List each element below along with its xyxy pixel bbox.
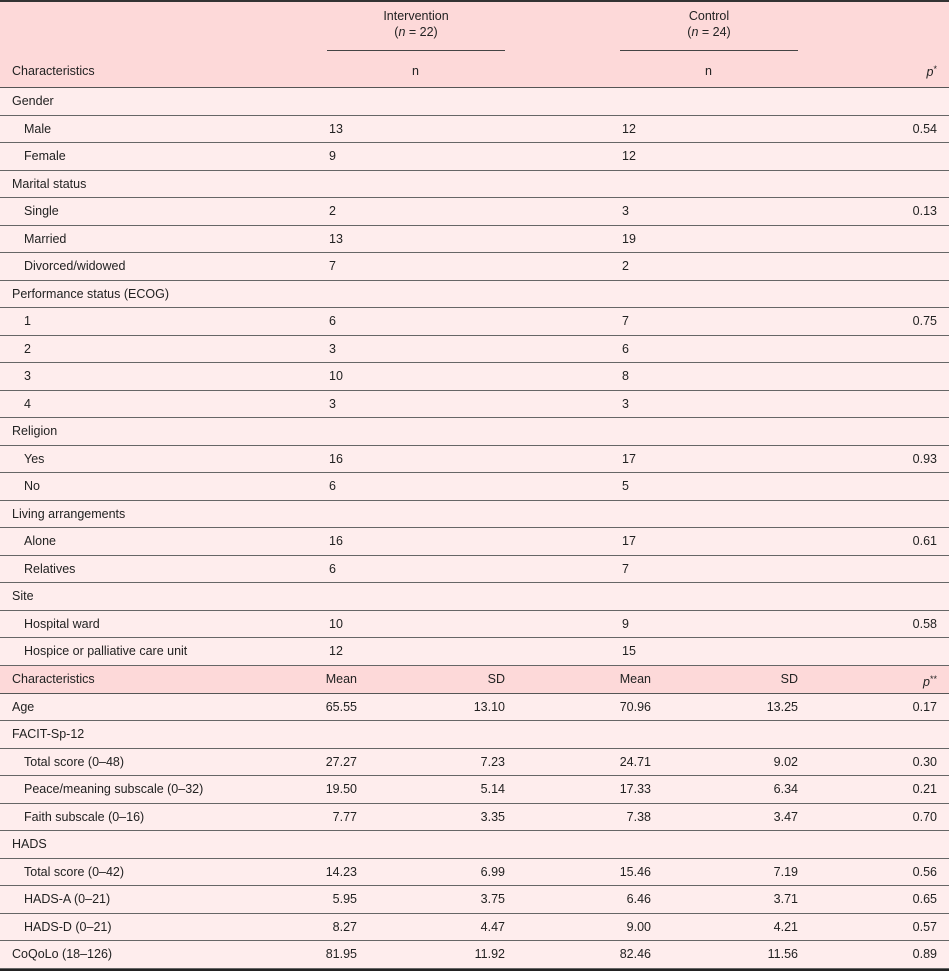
intervention-sd-header: SD bbox=[487, 671, 505, 686]
intervention-label: Intervention bbox=[383, 9, 449, 23]
intervention-sd-value: 6.99 bbox=[480, 864, 505, 879]
control-n-value: 9 bbox=[622, 616, 629, 631]
table-row bbox=[0, 143, 949, 171]
intervention-mean-value: 81.95 bbox=[325, 947, 357, 961]
row-label: Site bbox=[12, 589, 34, 603]
intervention-n-value: 16 bbox=[329, 451, 343, 466]
table-row bbox=[0, 198, 949, 226]
intervention-sd-value: 3.75 bbox=[480, 892, 505, 906]
p-value: 0.58 bbox=[912, 616, 937, 631]
intervention-mean-header: Mean bbox=[325, 671, 357, 686]
row-label: Religion bbox=[12, 424, 58, 438]
intervention-n-value: 3 bbox=[329, 396, 336, 411]
group-row bbox=[0, 171, 949, 199]
intervention-sd-value: 13.10 bbox=[473, 699, 505, 714]
row-label: HADS-A (0–21) bbox=[24, 892, 111, 906]
row-label: Living arrangements bbox=[12, 506, 126, 521]
intervention-mean-value: 27.27 bbox=[325, 754, 357, 769]
table-row bbox=[0, 116, 949, 144]
continuous-subheader bbox=[0, 666, 949, 694]
control-mean-value: 17.33 bbox=[619, 782, 651, 796]
control-sd-header: SD bbox=[780, 671, 798, 686]
intervention-mean-value: 14.23 bbox=[325, 864, 357, 879]
p-value: 0.89 bbox=[912, 947, 937, 961]
table-row bbox=[0, 556, 949, 584]
intervention-mean-value: 8.27 bbox=[332, 919, 357, 934]
row-label: Marital status bbox=[12, 176, 87, 191]
control-sd-value: 13.25 bbox=[766, 699, 798, 714]
p-value: 0.65 bbox=[912, 892, 937, 906]
row-label: Total score (0–42) bbox=[24, 864, 125, 879]
table-row bbox=[0, 914, 949, 942]
p-value: 0.21 bbox=[912, 782, 937, 796]
intervention-sd-value: 7.23 bbox=[480, 754, 505, 769]
control-sd-value: 9.02 bbox=[773, 754, 798, 769]
control-n-header: n bbox=[705, 64, 712, 78]
control-underline bbox=[620, 50, 798, 51]
control-mean-value: 9.00 bbox=[626, 919, 651, 934]
control-n: (n = 24) bbox=[687, 25, 731, 39]
control-n-value: 5 bbox=[622, 479, 629, 493]
continuous-section bbox=[0, 694, 949, 969]
row-label: CoQoLo (18–126) bbox=[12, 947, 113, 961]
row-label: Married bbox=[24, 231, 67, 246]
table-row bbox=[0, 804, 949, 832]
table-row bbox=[0, 446, 949, 474]
p-value: 0.75 bbox=[912, 314, 937, 328]
p-value-header: p* bbox=[926, 64, 937, 79]
row-label: 1 bbox=[24, 314, 31, 328]
control-sd-value: 11.56 bbox=[767, 947, 798, 961]
intervention-underline bbox=[327, 50, 505, 51]
control-sd-value: 4.21 bbox=[773, 919, 798, 934]
p-value: 0.17 bbox=[912, 699, 937, 714]
p-value-subheader: p** bbox=[923, 673, 937, 689]
table-row bbox=[0, 528, 949, 556]
intervention-n-value: 10 bbox=[329, 369, 343, 383]
control-n-value: 7 bbox=[622, 314, 629, 328]
intervention-n: (n = 22) bbox=[394, 25, 438, 39]
p-value: 0.93 bbox=[912, 451, 937, 466]
intervention-sd-value: 11.92 bbox=[474, 947, 505, 961]
control-n-value: 12 bbox=[622, 149, 636, 163]
control-n-value: 19 bbox=[622, 231, 636, 246]
categorical-section bbox=[0, 88, 949, 666]
intervention-n-value: 6 bbox=[329, 479, 336, 493]
intervention-mean-value: 7.77 bbox=[332, 809, 357, 824]
control-mean-header: Mean bbox=[619, 671, 651, 686]
row-label: Gender bbox=[12, 94, 54, 108]
row-label: HADS bbox=[12, 837, 47, 851]
group-row bbox=[0, 88, 949, 116]
p-value: 0.61 bbox=[912, 534, 937, 548]
row-label: No bbox=[24, 479, 40, 493]
p-value: 0.70 bbox=[912, 809, 937, 824]
table-row bbox=[0, 941, 949, 969]
row-label: Total score (0–48) bbox=[24, 754, 125, 769]
intervention-sd-value: 4.47 bbox=[480, 919, 505, 934]
control-n-value: 6 bbox=[622, 341, 629, 356]
intervention-n-value: 6 bbox=[329, 314, 336, 328]
intervention-mean-value: 19.50 bbox=[325, 782, 357, 796]
intervention-mean-value: 65.55 bbox=[325, 699, 357, 714]
control-n-value: 17 bbox=[622, 451, 636, 466]
table-row bbox=[0, 363, 949, 391]
control-n-value: 15 bbox=[622, 644, 636, 658]
table-row bbox=[0, 253, 949, 281]
control-label: Control bbox=[688, 9, 730, 23]
row-label: Age bbox=[12, 699, 35, 714]
table-row bbox=[0, 611, 949, 639]
control-n-value: 8 bbox=[622, 369, 629, 383]
table-row bbox=[0, 308, 949, 336]
table-row bbox=[0, 336, 949, 364]
group-row bbox=[0, 281, 949, 309]
intervention-n-header: n bbox=[412, 64, 419, 78]
row-label: Female bbox=[24, 149, 66, 163]
control-n-value: 3 bbox=[622, 204, 629, 218]
table-header bbox=[0, 2, 949, 88]
characteristics-header: Characteristics bbox=[12, 64, 95, 78]
table-row bbox=[0, 226, 949, 254]
intervention-group-header bbox=[327, 8, 505, 40]
row-label: Hospital ward bbox=[24, 616, 100, 631]
row-label: Peace/meaning subscale (0–32) bbox=[24, 782, 204, 796]
intervention-n-value: 9 bbox=[329, 149, 336, 163]
row-label: Hospice or palliative care unit bbox=[24, 644, 188, 658]
row-label: Performance status (ECOG) bbox=[12, 286, 169, 301]
intervention-n-value: 2 bbox=[329, 204, 336, 218]
control-sd-value: 3.71 bbox=[773, 892, 798, 906]
group-row bbox=[0, 418, 949, 446]
table-row bbox=[0, 638, 949, 666]
row-label: HADS-D (0–21) bbox=[24, 919, 112, 934]
intervention-n-value: 6 bbox=[329, 561, 336, 576]
group-row bbox=[0, 831, 949, 859]
control-mean-value: 24.71 bbox=[619, 754, 651, 769]
row-label: Faith subscale (0–16) bbox=[24, 809, 145, 824]
table-row bbox=[0, 776, 949, 804]
table-row bbox=[0, 391, 949, 419]
row-label: 4 bbox=[24, 396, 31, 411]
table-row bbox=[0, 749, 949, 777]
row-label: Yes bbox=[24, 451, 45, 466]
group-row bbox=[0, 721, 949, 749]
control-mean-value: 70.96 bbox=[619, 699, 651, 714]
control-mean-value: 6.46 bbox=[626, 892, 651, 906]
control-n-value: 7 bbox=[622, 561, 629, 576]
control-n-value: 17 bbox=[622, 534, 636, 548]
control-sd-value: 7.19 bbox=[773, 864, 798, 879]
intervention-sd-value: 3.35 bbox=[480, 809, 505, 824]
intervention-n-value: 13 bbox=[329, 121, 343, 136]
table-row bbox=[0, 473, 949, 501]
p-value: 0.13 bbox=[912, 204, 937, 218]
intervention-n-value: 12 bbox=[329, 644, 343, 658]
intervention-n-value: 3 bbox=[329, 341, 336, 356]
row-label: Relatives bbox=[24, 561, 76, 576]
p-value: 0.54 bbox=[912, 121, 937, 136]
row-label: FACIT-Sp-12 bbox=[12, 727, 85, 741]
row-label: Alone bbox=[24, 534, 56, 548]
intervention-mean-value: 5.95 bbox=[332, 892, 357, 906]
intervention-sd-value: 5.14 bbox=[480, 782, 505, 796]
row-label: 3 bbox=[24, 369, 31, 383]
p-value: 0.56 bbox=[912, 864, 937, 879]
group-row bbox=[0, 583, 949, 611]
control-mean-value: 15.46 bbox=[619, 864, 651, 879]
table-row bbox=[0, 886, 949, 914]
control-n-value: 12 bbox=[622, 121, 636, 136]
p-value: 0.30 bbox=[912, 754, 937, 769]
control-n-value: 2 bbox=[622, 259, 629, 273]
intervention-n-value: 10 bbox=[329, 616, 343, 631]
p-value: 0.57 bbox=[912, 919, 937, 934]
control-group-header bbox=[620, 8, 798, 40]
intervention-n-value: 13 bbox=[329, 231, 343, 246]
characteristics-subheader: Characteristics bbox=[12, 671, 95, 686]
row-label: Male bbox=[24, 121, 52, 136]
intervention-n-value: 16 bbox=[329, 534, 343, 548]
table-row bbox=[0, 859, 949, 887]
intervention-n-value: 7 bbox=[329, 259, 336, 273]
control-sd-value: 3.47 bbox=[773, 809, 798, 824]
control-sd-value: 6.34 bbox=[773, 782, 798, 796]
row-label: Divorced/widowed bbox=[24, 259, 126, 273]
control-mean-value: 7.38 bbox=[626, 809, 651, 824]
row-label: 2 bbox=[24, 341, 31, 356]
control-n-value: 3 bbox=[622, 396, 629, 411]
control-mean-value: 82.46 bbox=[619, 947, 651, 961]
row-label: Single bbox=[24, 204, 59, 218]
table-row bbox=[0, 694, 949, 722]
group-row bbox=[0, 501, 949, 529]
